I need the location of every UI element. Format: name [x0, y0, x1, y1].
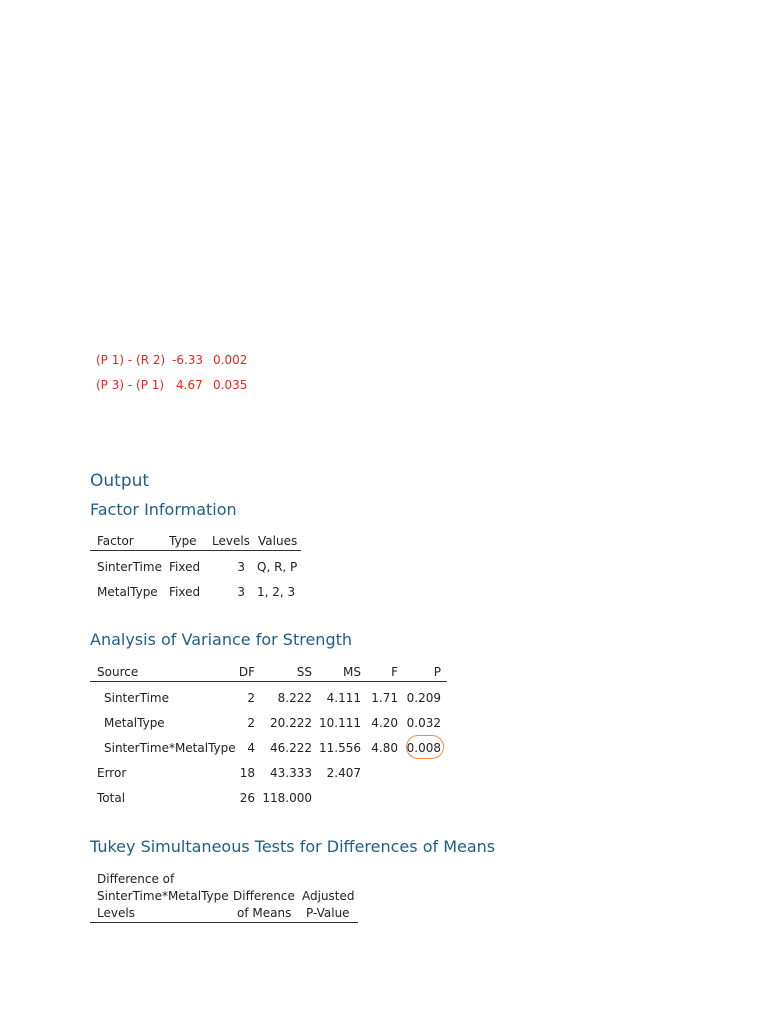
anova-cell: 26	[239, 791, 255, 805]
output-heading: Output	[90, 471, 150, 491]
tukey-header-levels: Difference of	[97, 872, 175, 886]
anova-header-df: DF	[238, 665, 255, 679]
anova-cell: 4.80	[371, 741, 398, 755]
comparison-diff: -6.33	[172, 353, 204, 367]
anova-cell: SinterTime	[104, 691, 169, 705]
comparison-p: 0.035	[213, 378, 248, 392]
anova-cell: Total	[97, 791, 126, 805]
anova-cell: 0.032	[406, 716, 441, 730]
factor-cell: 3	[237, 585, 245, 599]
tukey-header-difference: of Means	[237, 906, 292, 920]
factor-cell: Fixed	[169, 585, 201, 599]
anova-header-ss: SS	[296, 665, 312, 679]
anova-cell: 20.222	[270, 716, 312, 730]
anova-header-ms: MS	[343, 665, 361, 679]
anova-cell: 11.556	[319, 741, 361, 755]
factor-cell: Q, R, P	[257, 560, 298, 574]
factor-cell: SinterTime	[97, 560, 162, 574]
tukey-header-difference: Difference	[233, 889, 295, 903]
comparison-label: (P 1) - (R 2)	[96, 353, 166, 367]
tukey-header-adjusted: P-Value	[306, 906, 350, 920]
highlight-circle	[406, 735, 444, 759]
anova-cell: SinterTime*MetalType	[104, 741, 236, 755]
factor-cell: MetalType	[97, 585, 158, 599]
comparison-p: 0.002	[213, 353, 248, 367]
anova-header-rule	[90, 681, 447, 682]
anova-cell: 43.333	[270, 766, 312, 780]
tukey-header-adjusted: Adjusted	[302, 889, 355, 903]
tukey-heading: Tukey Simultaneous Tests for Differences of Means	[90, 837, 496, 856]
anova-cell: 4.20	[371, 716, 398, 730]
anova-header-source: Source	[97, 665, 139, 679]
factor-information-heading: Factor Information	[90, 500, 237, 519]
anova-cell: 18	[239, 766, 255, 780]
anova-cell: Error	[97, 766, 127, 780]
anova-cell: 10.111	[319, 716, 361, 730]
factor-header-rule	[90, 550, 301, 551]
anova-cell: 8.222	[277, 691, 312, 705]
anova-cell: 4	[247, 741, 255, 755]
tukey-header-rule	[90, 922, 358, 923]
anova-cell: 2	[247, 691, 255, 705]
anova-cell: 1.71	[371, 691, 398, 705]
comparison-label: (P 3) - (P 1)	[96, 378, 165, 392]
anova-cell: 0.209	[406, 691, 441, 705]
tukey-header-levels: Levels	[97, 906, 135, 920]
factor-header-levels: Levels	[212, 534, 250, 548]
anova-cell: 118.000	[262, 791, 312, 805]
comparison-row	[96, 377, 256, 393]
factor-header-values: Values	[258, 534, 298, 548]
anova-cell: MetalType	[104, 716, 165, 730]
comparison-row	[96, 352, 256, 368]
comparison-diff: 4.67	[176, 378, 203, 392]
factor-cell: 3	[237, 560, 245, 574]
factor-cell: 1, 2, 3	[257, 585, 296, 599]
anova-header-p: P	[433, 665, 441, 679]
tukey-header-levels: SinterTime*MetalType	[97, 889, 229, 903]
anova-cell: 46.222	[270, 741, 312, 755]
anova-cell: 2	[247, 716, 255, 730]
anova-header-f: F	[391, 665, 398, 679]
anova-cell: 0.008	[406, 741, 441, 755]
anova-cell: 2.407	[326, 766, 361, 780]
anova-cell: 4.111	[326, 691, 361, 705]
anova-heading: Analysis of Variance for Strength	[90, 630, 353, 649]
factor-cell: Fixed	[169, 560, 201, 574]
factor-header-factor: Factor	[97, 534, 134, 548]
factor-header-type: Type	[169, 534, 197, 548]
